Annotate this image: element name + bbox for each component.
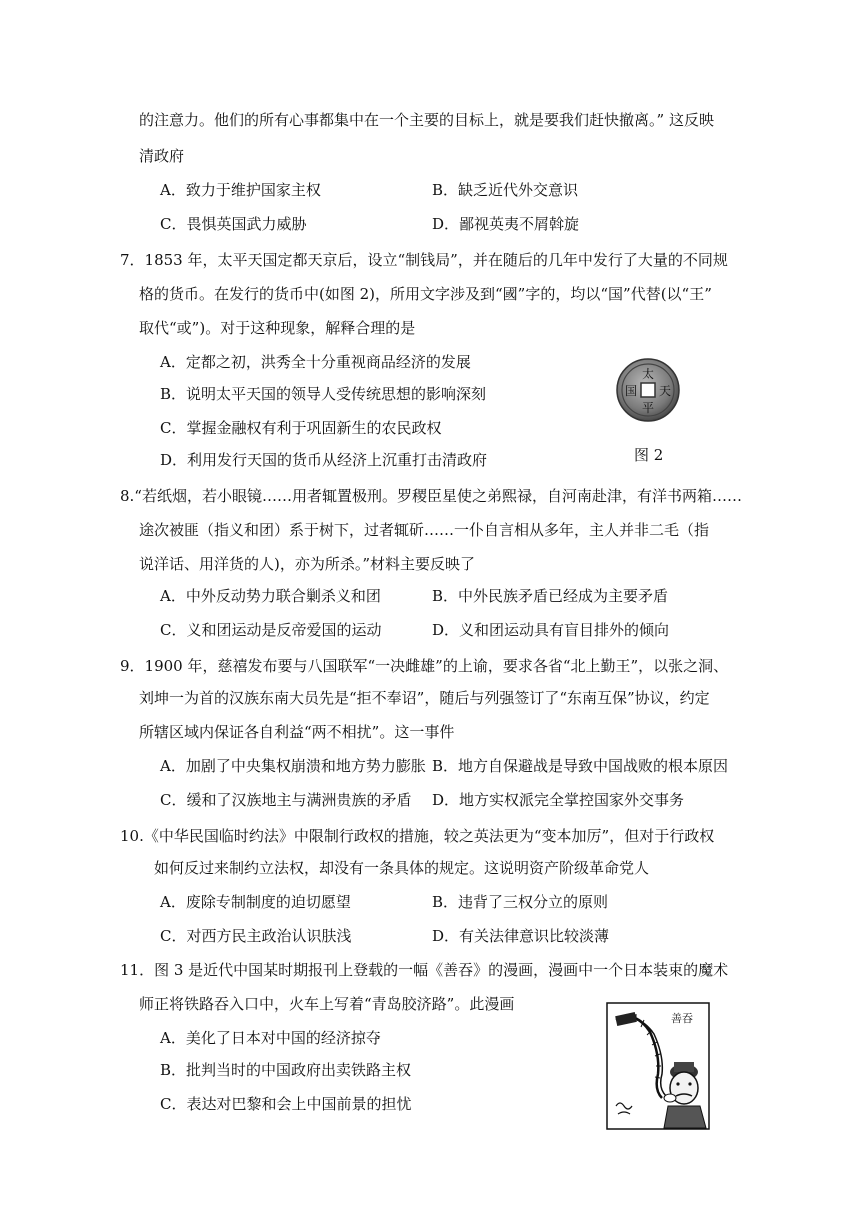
q8-stem-line3: 说洋话、用洋货的人)，亦为所杀。”材料主要反映了 — [139, 555, 476, 573]
q11-stem-line2: 师正将铁路吞入口中，火车上写着“青岛胶济路”。此漫画 — [139, 995, 515, 1013]
q8-option-b[interactable]: B．中外民族矛盾已经成为主要矛盾 — [432, 587, 669, 605]
q9-stem-line2: 刘坤一为首的汉族东南大员先是“拒不奉诏”，随后与列强签订了“东南互保”协议，约定 — [139, 689, 710, 707]
q7-option-b[interactable]: B．说明太平天国的领导人受传统思想的影响深刻 — [160, 385, 487, 403]
q9-option-b[interactable]: B．地方自保避战是导致中国战败的根本原因 — [432, 757, 729, 775]
q11-stem-line1: 11．图 3 是近代中国某时期报刊上登载的一幅《善吞》的漫画，漫画中一个日本装束的魔术 — [120, 961, 729, 979]
q11-option-b[interactable]: B．批判当时的中国政府出卖铁路主权 — [160, 1061, 412, 1079]
q7-stem-line3: 取代“或”)。对于这种现象，解释合理的是 — [139, 319, 416, 337]
coin-char-top: 太 — [641, 367, 655, 381]
q10-stem-line1: 10.《中华民国临时约法》中限制行政权的措施，较之英法更为“变本加厉”，但对于行政权 — [120, 827, 715, 845]
q6-option-a[interactable]: A．致力于维护国家主权 — [160, 181, 321, 199]
q10-option-a[interactable]: A．废除专制制度的迫切愿望 — [160, 893, 351, 911]
q7-stem-line1: 7．1853 年，太平天国定都天京后，设立“制钱局”，并在随后的几年中发行了大量的不同规 — [120, 251, 728, 269]
q6-option-c[interactable]: C．畏惧英国武力威胁 — [160, 215, 307, 233]
q6-stem-line2: 清政府 — [139, 147, 185, 165]
q7-option-d[interactable]: D．利用发行天国的货币从经济上沉重打击清政府 — [160, 451, 488, 469]
q8-option-c[interactable]: C．义和团运动是反帝爱国的运动 — [160, 621, 382, 639]
q10-option-c[interactable]: C．对西方民主政治认识肤浅 — [160, 927, 352, 945]
q8-stem-line2: 途次被匪（指义和团）系于树下，过者辄斫……一仆自言相从多年，主人并非二毛（指 — [139, 521, 710, 539]
q9-option-a[interactable]: A．加剧了中央集权崩溃和地方势力膨胀 — [160, 757, 426, 775]
coin-char-left: 国 — [624, 384, 638, 398]
coin-char-bottom: 平 — [641, 401, 655, 415]
q10-option-d[interactable]: D．有关法律意识比较淡薄 — [432, 927, 610, 945]
q9-option-c[interactable]: C．缓和了汉族地主与满洲贵族的矛盾 — [160, 791, 412, 809]
q9-option-d[interactable]: D．地方实权派完全掌控国家外交事务 — [432, 791, 685, 809]
q8-option-d[interactable]: D．义和团运动具有盲目排外的倾向 — [432, 621, 670, 639]
q10-option-b[interactable]: B．违背了三权分立的原则 — [432, 893, 609, 911]
q8-option-a[interactable]: A．中外反动势力联合剿杀义和团 — [160, 587, 381, 605]
q6-option-b[interactable]: B．缺乏近代外交意识 — [432, 181, 579, 199]
q7-stem-line2: 格的货币。在发行的货币中(如图 2)，所用文字涉及到“國”字的，均以“国”代替(以“王” — [139, 285, 712, 303]
coin-char-right: 天 — [658, 384, 672, 398]
cartoon-title: 善吞 — [671, 1012, 693, 1025]
q9-stem-line1: 9．1900 年，慈禧发布要与八国联军“一决雌雄”的上谕，要求各省“北上勤王”，以张之洞、 — [120, 657, 729, 675]
q6-option-d[interactable]: D．鄙视英夷不屑斡旋 — [432, 215, 580, 233]
q11-option-c[interactable]: C．表达对巴黎和会上中国前景的担忧 — [160, 1095, 412, 1113]
coin-figure — [616, 358, 680, 422]
q8-stem-line1: 8.“若纸烟，若小眼镜……用者辄置极刑。罗稷臣星使之弟熙禄，自河南赴津，有洋书两箱…… — [120, 487, 742, 505]
q7-option-a[interactable]: A．定都之初，洪秀全十分重视商品经济的发展 — [160, 353, 471, 371]
figure-2-caption: 图 2 — [634, 446, 664, 464]
q7-option-c[interactable]: C．掌握金融权有利于巩固新生的农民政权 — [160, 419, 442, 437]
q9-stem-line3: 所辖区域内保证各自利益“两不相扰”。这一事件 — [139, 723, 455, 741]
q10-stem-line2: 如何反过来制约立法权，却没有一条具体的规定。这说明资产阶级革命党人 — [154, 859, 650, 877]
cartoon-figure — [606, 1002, 710, 1130]
q6-stem-line1: 的注意力。他们的所有心事都集中在一个主要的目标上，就是要我们赶快撤离。” 这反映 — [139, 111, 714, 129]
q11-option-a[interactable]: A．美化了日本对中国的经济掠夺 — [160, 1029, 381, 1047]
